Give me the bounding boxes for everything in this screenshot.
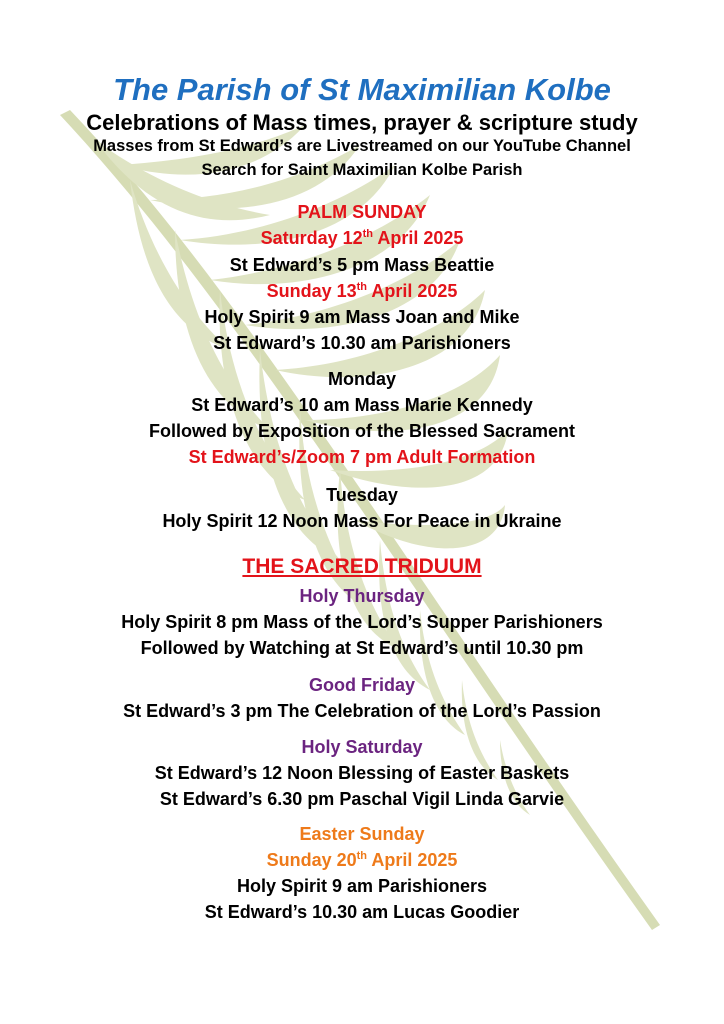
- holy-thursday-heading: Holy Thursday: [299, 586, 425, 606]
- easter-date-month: April 2025: [367, 850, 458, 870]
- sunday-mass-1: Holy Spirit 9 am Mass Joan and Mike: [204, 307, 520, 327]
- saturday-date-month: April 2025: [373, 228, 464, 248]
- holy-thursday-watch: Followed by Watching at St Edward’s until 10.30 pm: [140, 638, 584, 658]
- holy-saturday-blessing: St Edward’s 12 Noon Blessing of Easter Baskets: [154, 763, 570, 783]
- holy-saturday-vigil: St Edward’s 6.30 pm Paschal Vigil Linda Garvie: [159, 789, 565, 809]
- easter-sunday-heading: Easter Sunday: [299, 824, 425, 844]
- tuesday-heading: Tuesday: [326, 485, 398, 505]
- monday-formation: St Edward’s/Zoom 7 pm Adult Formation: [188, 447, 536, 467]
- easter-mass-1: Holy Spirit 9 am Parishioners: [236, 876, 488, 896]
- holy-thursday-mass: Holy Spirit 8 pm Mass of the Lord’s Supper Parishioners: [121, 612, 603, 632]
- parish-title: The Parish of St Maximilian Kolbe: [113, 72, 611, 107]
- easter-date-day: Sunday 20: [266, 850, 357, 870]
- monday-exposition: Followed by Exposition of the Blessed Sacrament: [148, 421, 576, 441]
- monday-heading: Monday: [327, 369, 396, 389]
- sunday-date: [0, 282, 724, 300]
- easter-date-suffix: th: [356, 850, 368, 862]
- triduum-heading: THE SACRED TRIDUUM: [242, 555, 482, 578]
- saturday-date-day: Saturday 12: [260, 228, 363, 248]
- palm-sunday-heading: PALM SUNDAY: [297, 202, 427, 222]
- sunday-mass-2: St Edward’s 10.30 am Parishioners: [213, 333, 511, 353]
- sunday-date-month: April 2025: [367, 281, 458, 301]
- monday-mass: St Edward’s 10 am Mass Marie Kennedy: [191, 395, 533, 415]
- sunday-date-day: Sunday 13: [266, 281, 357, 301]
- subtitle: Celebrations of Mass times, prayer & scripture study: [86, 110, 638, 135]
- good-friday-service: St Edward’s 3 pm The Celebration of the Lord’s Passion: [123, 701, 601, 721]
- saturday-date: [0, 229, 724, 247]
- saturday-mass: St Edward’s 5 pm Mass Beattie: [229, 255, 495, 275]
- easter-mass-2: St Edward’s 10.30 am Lucas Goodier: [204, 902, 520, 922]
- saturday-date-suffix: th: [362, 228, 374, 240]
- tuesday-mass: Holy Spirit 12 Noon Mass For Peace in Ukraine: [162, 511, 562, 531]
- search-note: Search for Saint Maximilian Kolbe Parish: [201, 161, 523, 179]
- good-friday-heading: Good Friday: [308, 675, 415, 695]
- sunday-date-suffix: th: [356, 281, 368, 293]
- livestream-note: Masses from St Edward’s are Livestreamed on our YouTube Channel: [93, 137, 631, 155]
- easter-date: [0, 851, 724, 869]
- holy-saturday-heading: Holy Saturday: [301, 737, 423, 757]
